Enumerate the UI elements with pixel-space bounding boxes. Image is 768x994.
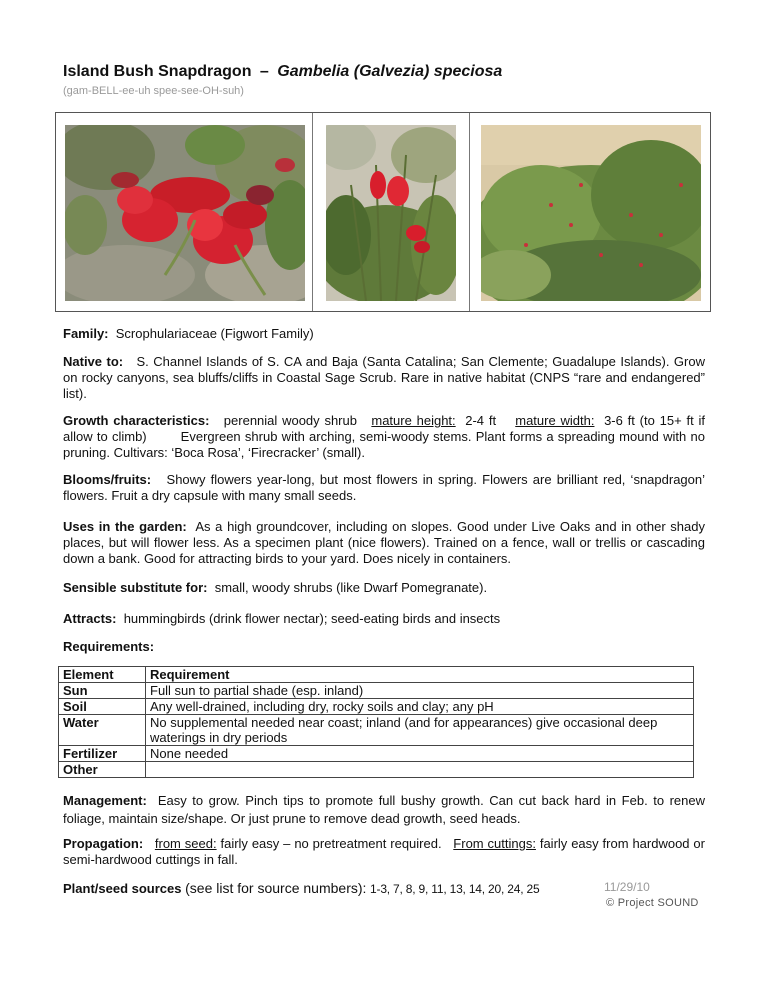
flowering-stems-photo: [326, 125, 456, 301]
table-row: [59, 762, 694, 778]
table-row: [59, 699, 694, 715]
propagation-section: [63, 836, 705, 868]
row-requirement: No supplemental needed near coast; inland (and for appearances) give occasional deep waterings in dry periods: [146, 715, 694, 746]
shrub-mound-photo: [481, 125, 701, 301]
growth-label: Growth characteristics:: [63, 413, 210, 428]
growth-section: [63, 413, 705, 461]
sheet-date: 11/29/10: [604, 880, 650, 894]
title-dash: –: [259, 63, 269, 80]
table-row: [59, 715, 694, 746]
common-name: Island Bush Snapdragon: [63, 63, 252, 80]
row-element: Soil: [59, 699, 146, 715]
blooms-label: Blooms/fruits:: [63, 472, 152, 487]
mature-width-label: mature width:: [515, 413, 595, 428]
sources-line: [63, 880, 539, 896]
pronunciation: (gam-BELL-ee-uh spee-see-OH-suh): [63, 85, 244, 97]
native-label: Native to:: [63, 354, 124, 369]
requirements-title: Requirements:: [63, 639, 155, 654]
from-seed-label: from seed:: [154, 836, 217, 851]
photo-divider: [469, 113, 470, 311]
blooms-text: Showy flowers year-long, but most flowers in spring. Flowers are brilliant red, ‘snapdragon’ flowers. Fruit a dry capsule with many small seeds.: [63, 472, 705, 503]
management-section: [63, 792, 705, 828]
uses-label: Uses in the garden:: [63, 519, 187, 534]
row-requirement: None needed: [146, 746, 694, 762]
row-element: Water: [59, 715, 146, 746]
header-element: Element: [59, 667, 146, 683]
sources-label: Plant/seed sources: [63, 881, 182, 896]
management-label: Management:: [63, 793, 147, 808]
table-header-row: [59, 667, 694, 683]
growth-description: Evergreen shrub with arching, semi-woody stems. Plant forms a spreading mound with no pruning. Cultivars: ‘Boca Rosa’, ‘Firecracker’ (small).: [63, 429, 705, 460]
management-text: Easy to grow. Pinch tips to promote full bushy growth. Can cut back hard in Feb. to renew foliage, maintain size/shape. Or just prune to remove dead growth, seed heads.: [63, 793, 706, 826]
from-cuttings-label: From cuttings:: [453, 836, 536, 851]
substitute-label: Sensible substitute for:: [63, 580, 208, 595]
table-row: [59, 683, 694, 699]
page-title: [63, 63, 502, 81]
source-numbers: 1-3, 7, 8, 9, 11, 13, 14, 20, 24, 25: [370, 882, 540, 896]
row-element: Sun: [59, 683, 146, 699]
blooms-section: [63, 472, 705, 504]
family-text: Scrophulariaceae (Figwort Family): [115, 326, 314, 341]
family-label: Family:: [63, 326, 109, 341]
scientific-name: Gambelia (Galvezia) speciosa: [277, 63, 503, 80]
from-seed-text: fairly easy – no pretreatment required.: [220, 836, 442, 851]
attracts-section: [63, 611, 705, 627]
flower-closeup-photo: [65, 125, 305, 301]
mature-width-value: 3-6 ft (to 15+ ft if allow to climb): [63, 413, 705, 444]
from-cuttings-text: fairly easy from hardwood or semi-hardwood cuttings in fall.: [63, 836, 705, 867]
propagation-label: Propagation:: [63, 836, 144, 851]
row-element: Other: [59, 762, 146, 778]
photo-divider: [312, 113, 313, 311]
row-element: Fertilizer: [59, 746, 146, 762]
mature-height-label: mature height:: [371, 413, 456, 428]
header-requirement: Requirement: [146, 667, 694, 683]
family-section: [63, 326, 705, 342]
row-requirement: Any well-drained, including dry, rocky soils and clay; any pH: [146, 699, 694, 715]
row-requirement: [146, 762, 694, 778]
growth-type: perennial woody shrub: [223, 413, 357, 428]
attracts-text: hummingbirds (drink flower nectar); seed-eating birds and insects: [123, 611, 501, 626]
mature-height-value: 2-4 ft: [465, 413, 497, 428]
sources-note: (see list for source numbers):: [185, 880, 367, 896]
substitute-section: [63, 580, 705, 596]
uses-section: [63, 519, 705, 567]
requirements-table: [58, 666, 694, 778]
substitute-text: small, woody shrubs (like Dwarf Pomegranate).: [214, 580, 488, 595]
table-row: [59, 746, 694, 762]
row-requirement: Full sun to partial shade (esp. inland): [146, 683, 694, 699]
copyright: © Project SOUND: [606, 897, 699, 909]
photo-strip: [55, 112, 711, 312]
attracts-label: Attracts:: [63, 611, 117, 626]
native-text: S. Channel Islands of S. CA and Baja (Santa Catalina; San Clemente; Guadalupe Islands). Grow on rocky canyons, sea bluffs/cliffs in Coastal Sage Scrub. Rare in native habitat (CNPS “rare and endangered” list).: [63, 354, 705, 401]
uses-text: As a high groundcover, including on slopes. Good under Live Oaks and in other shady places, but will flower less. As a specimen plant (nice flowers). Trained on a fence, wall or trellis or cascading down a bank. Good for attracting birds to your yard. Does nicely in containers.: [63, 519, 705, 566]
native-section: [63, 354, 705, 402]
